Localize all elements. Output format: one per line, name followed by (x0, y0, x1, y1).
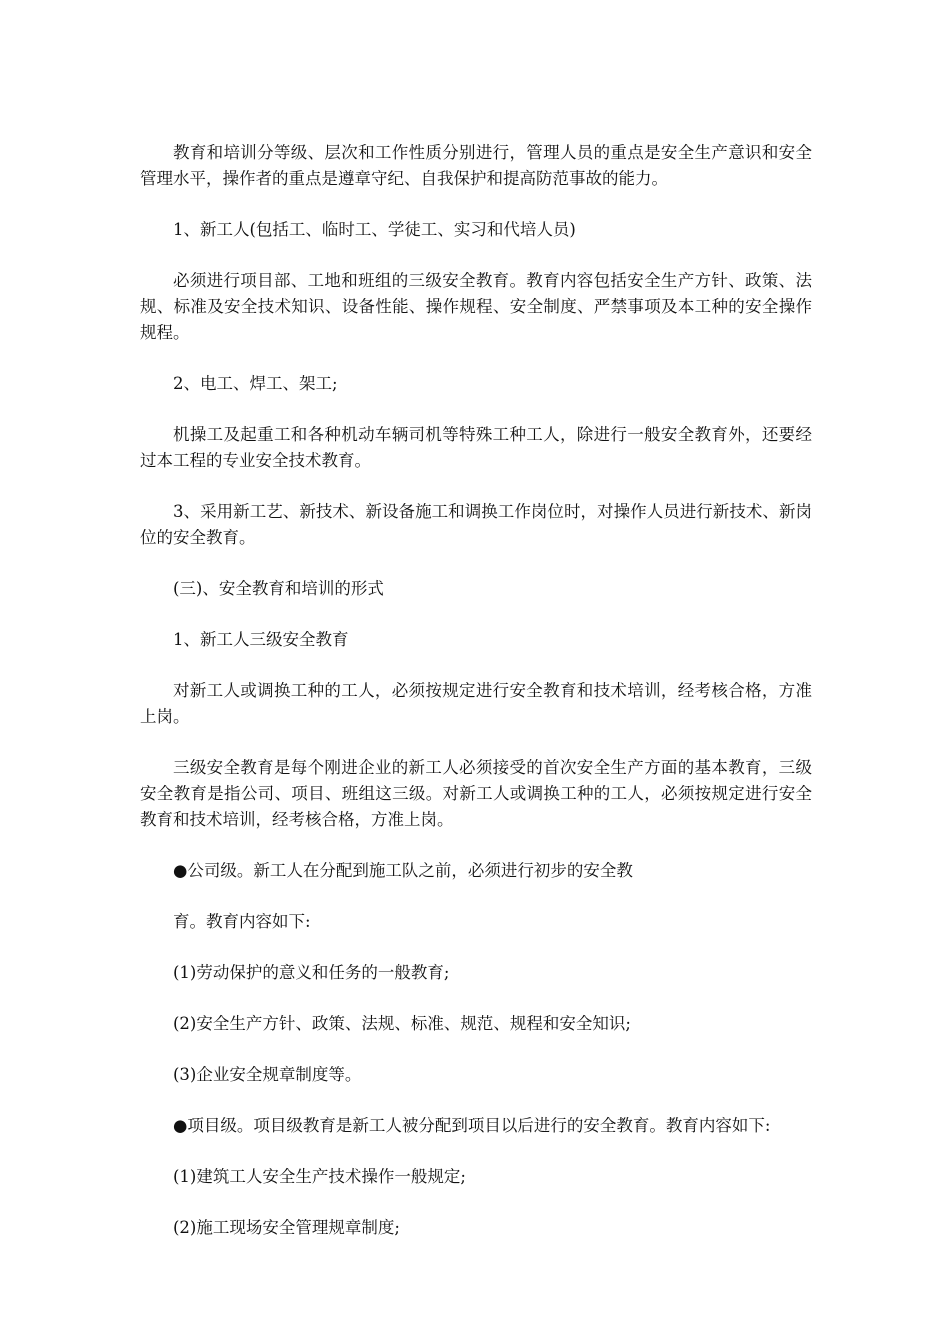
paragraph-company-content: 育。教育内容如下: (173, 912, 311, 931)
paragraph-new-technology: 3、采用新工艺、新技术、新设备施工和调换工作岗位时，对操作人员进行新技术、新岗位的安全教育。 (140, 502, 812, 547)
list-item-company-3: (3)企业安全规章制度等。 (173, 1065, 362, 1084)
paragraph-job-change: 对新工人或调换工种的工人，必须按规定进行安全教育和技术培训，经考核合格，方准上岗。 (140, 681, 812, 726)
list-item-project-1: (1)建筑工人安全生产技术操作一般规定; (173, 1167, 466, 1186)
paragraph-three-level-definition: 三级安全教育是每个刚进企业的新工人必须接受的首次安全生产方面的基本教育，三级安全教育是指公司、项目、班组这三级。对新工人或调换工种的工人，必须按规定进行安全教育和技术培训，经考核合格，方准上岗。 (140, 758, 812, 829)
heading-special-workers: 2、电工、焊工、架工; (173, 374, 338, 393)
paragraph-three-level-education: 必须进行项目部、工地和班组的三级安全教育。教育内容包括安全生产方针、政策、法规、标准及安全技术知识、设备性能、操作规程、安全制度、严禁事项及本工种的安全操作规程。 (140, 271, 812, 342)
section-heading-forms: (三)、安全教育和培训的形式 (173, 579, 384, 598)
subheading-three-level: 1、新工人三级安全教育 (173, 630, 349, 649)
heading-new-workers: 1、新工人(包括工、临时工、学徒工、实习和代培人员) (173, 220, 576, 239)
list-item-company-2: (2)安全生产方针、政策、法规、标准、规范、规程和安全知识; (173, 1014, 631, 1033)
bullet-company-level: ●公司级。新工人在分配到施工队之前，必须进行初步的安全教 (173, 861, 633, 880)
document-body (140, 140, 812, 1266)
paragraph-special-workers: 机操工及起重工和各种机动车辆司机等特殊工种工人，除进行一般安全教育外，还要经过本工程的专业安全技术教育。 (140, 425, 812, 470)
list-item-project-2: (2)施工现场安全管理规章制度; (173, 1218, 400, 1237)
bullet-project-level: ●项目级。项目级教育是新工人被分配到项目以后进行的安全教育。教育内容如下: (173, 1116, 771, 1135)
list-item-company-1: (1)劳动保护的意义和任务的一般教育; (173, 963, 450, 982)
paragraph-intro: 教育和培训分等级、层次和工作性质分别进行，管理人员的重点是安全生产意识和安全管理水平，操作者的重点是遵章守纪、自我保护和提高防范事故的能力。 (140, 143, 812, 188)
